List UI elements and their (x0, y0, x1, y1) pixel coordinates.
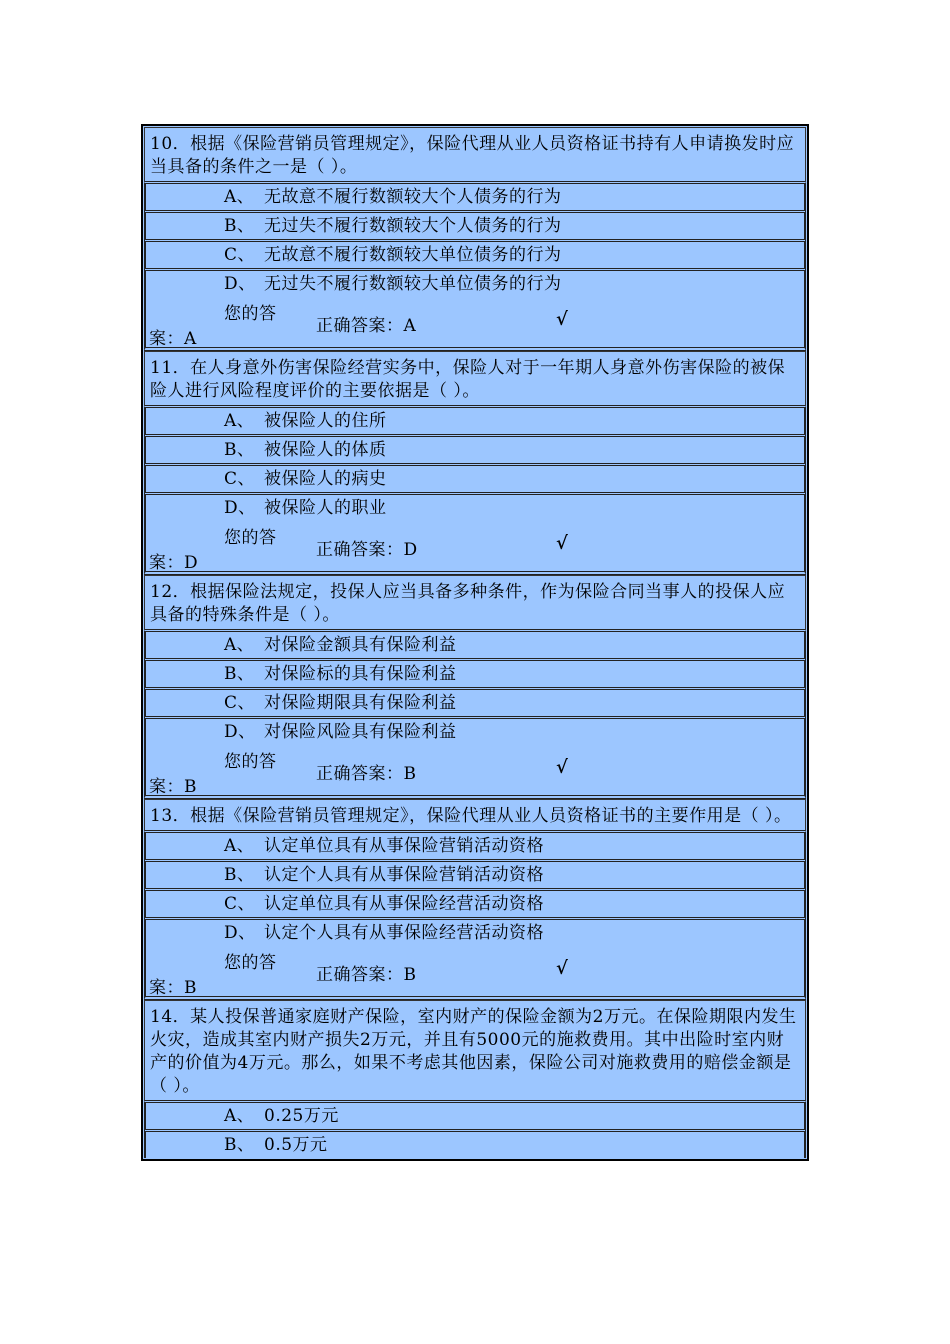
option-text: 对保险标的具有保险利益 (264, 664, 457, 684)
option-a (144, 1103, 806, 1132)
option-letter: D、 (224, 923, 256, 943)
option-text: 无过失不履行数额较大单位债务的行为 (264, 274, 562, 294)
option-letter: B、 (224, 440, 255, 460)
option-letter: D、 (224, 274, 256, 294)
question-text: 14．某人投保普通家庭财产保险，室内财产的保险金额为2万元。在保险期限内发生火灾，造成其室内财产损失2万元，并且有5000元的施救费用。其中出险时室内财产的价值为4万元。那么，如果不考虑其他因素，保险公司对施救费用的赔偿金额是（ ）。 (144, 1000, 806, 1103)
option-text: 无故意不履行数额较大单位债务的行为 (264, 245, 562, 265)
option-letter: A、 (224, 635, 255, 655)
option-b (144, 437, 806, 466)
option-b (144, 213, 806, 242)
question-text: 12．根据保险法规定，投保人应当具备多种条件，作为保险合同当事人的投保人应具备的特殊条件是（ ）。 (144, 575, 806, 632)
check-icon: √ (556, 958, 568, 979)
option-text: 认定单位具有从事保险经营活动资格 (264, 894, 544, 914)
question-block (144, 575, 806, 799)
option-letter: C、 (224, 469, 256, 489)
answer-row (144, 521, 806, 575)
option-letter: B、 (224, 216, 255, 236)
option-d (144, 920, 806, 946)
question-block (144, 799, 806, 1000)
answer-row (144, 745, 806, 799)
correct-answer: 正确答案：B (316, 965, 417, 985)
question-text: 10．根据《保险营销员管理规定》，保险代理从业人员资格证书持有人申请换发时应当具备的条件之一是（ ）。 (144, 127, 806, 184)
check-icon: √ (556, 309, 568, 330)
option-text: 认定个人具有从事保险经营活动资格 (264, 923, 544, 943)
option-text: 被保险人的职业 (264, 498, 387, 518)
option-d (144, 495, 806, 521)
option-letter: A、 (224, 411, 255, 431)
option-c (144, 891, 806, 920)
option-text: 对保险期限具有保险利益 (264, 693, 457, 713)
option-letter: D、 (224, 498, 256, 518)
option-letter: A、 (224, 836, 255, 856)
your-answer-label: 您的答 (224, 953, 277, 973)
question-block (144, 351, 806, 575)
option-text: 被保险人的住所 (264, 411, 387, 431)
your-answer-value: 案：A (149, 329, 197, 349)
correct-answer: 正确答案：A (316, 316, 417, 336)
option-b (144, 661, 806, 690)
option-letter: A、 (224, 187, 255, 207)
correct-answer: 正确答案：B (316, 764, 417, 784)
question-text: 11．在人身意外伤害保险经营实务中，保险人对于一年期人身意外伤害保险的被保险人进行风险程度评价的主要依据是（ ）。 (144, 351, 806, 408)
your-answer-label: 您的答 (224, 752, 277, 772)
option-letter: B、 (224, 865, 255, 885)
option-text: 被保险人的病史 (264, 469, 387, 489)
option-b (144, 862, 806, 891)
option-text: 对保险金额具有保险利益 (264, 635, 457, 655)
option-text: 被保险人的体质 (264, 440, 387, 460)
option-b (144, 1132, 806, 1158)
option-text: 认定单位具有从事保险营销活动资格 (264, 836, 544, 856)
quiz-sheet (141, 124, 809, 1161)
option-c (144, 242, 806, 271)
your-answer-value: 案：B (149, 978, 197, 998)
your-answer-label: 您的答 (224, 528, 277, 548)
option-letter: B、 (224, 664, 255, 684)
option-a (144, 833, 806, 862)
question-block (144, 1000, 806, 1158)
option-c (144, 466, 806, 495)
correct-answer: 正确答案：D (316, 540, 418, 560)
option-d (144, 719, 806, 745)
option-text: 0.5万元 (264, 1135, 328, 1155)
your-answer-value: 案：B (149, 777, 197, 797)
option-a (144, 632, 806, 661)
option-letter: C、 (224, 245, 256, 265)
option-text: 无过失不履行数额较大个人债务的行为 (264, 216, 562, 236)
option-c (144, 690, 806, 719)
question-block (144, 127, 806, 351)
your-answer-value: 案：D (149, 553, 199, 573)
answer-row (144, 946, 806, 1000)
answer-row (144, 297, 806, 351)
option-text: 认定个人具有从事保险营销活动资格 (264, 865, 544, 885)
question-text: 13．根据《保险营销员管理规定》，保险代理从业人员资格证书的主要作用是（ ）。 (144, 799, 806, 833)
check-icon: √ (556, 757, 568, 778)
option-a (144, 408, 806, 437)
option-letter: C、 (224, 693, 256, 713)
your-answer-label: 您的答 (224, 304, 277, 324)
option-letter: A、 (224, 1106, 255, 1126)
option-letter: C、 (224, 894, 256, 914)
option-letter: D、 (224, 722, 256, 742)
option-text: 0.25万元 (264, 1106, 339, 1126)
option-text: 无故意不履行数额较大个人债务的行为 (264, 187, 562, 207)
option-d (144, 271, 806, 297)
option-a (144, 184, 806, 213)
option-text: 对保险风险具有保险利益 (264, 722, 457, 742)
option-letter: B、 (224, 1135, 255, 1155)
check-icon: √ (556, 533, 568, 554)
